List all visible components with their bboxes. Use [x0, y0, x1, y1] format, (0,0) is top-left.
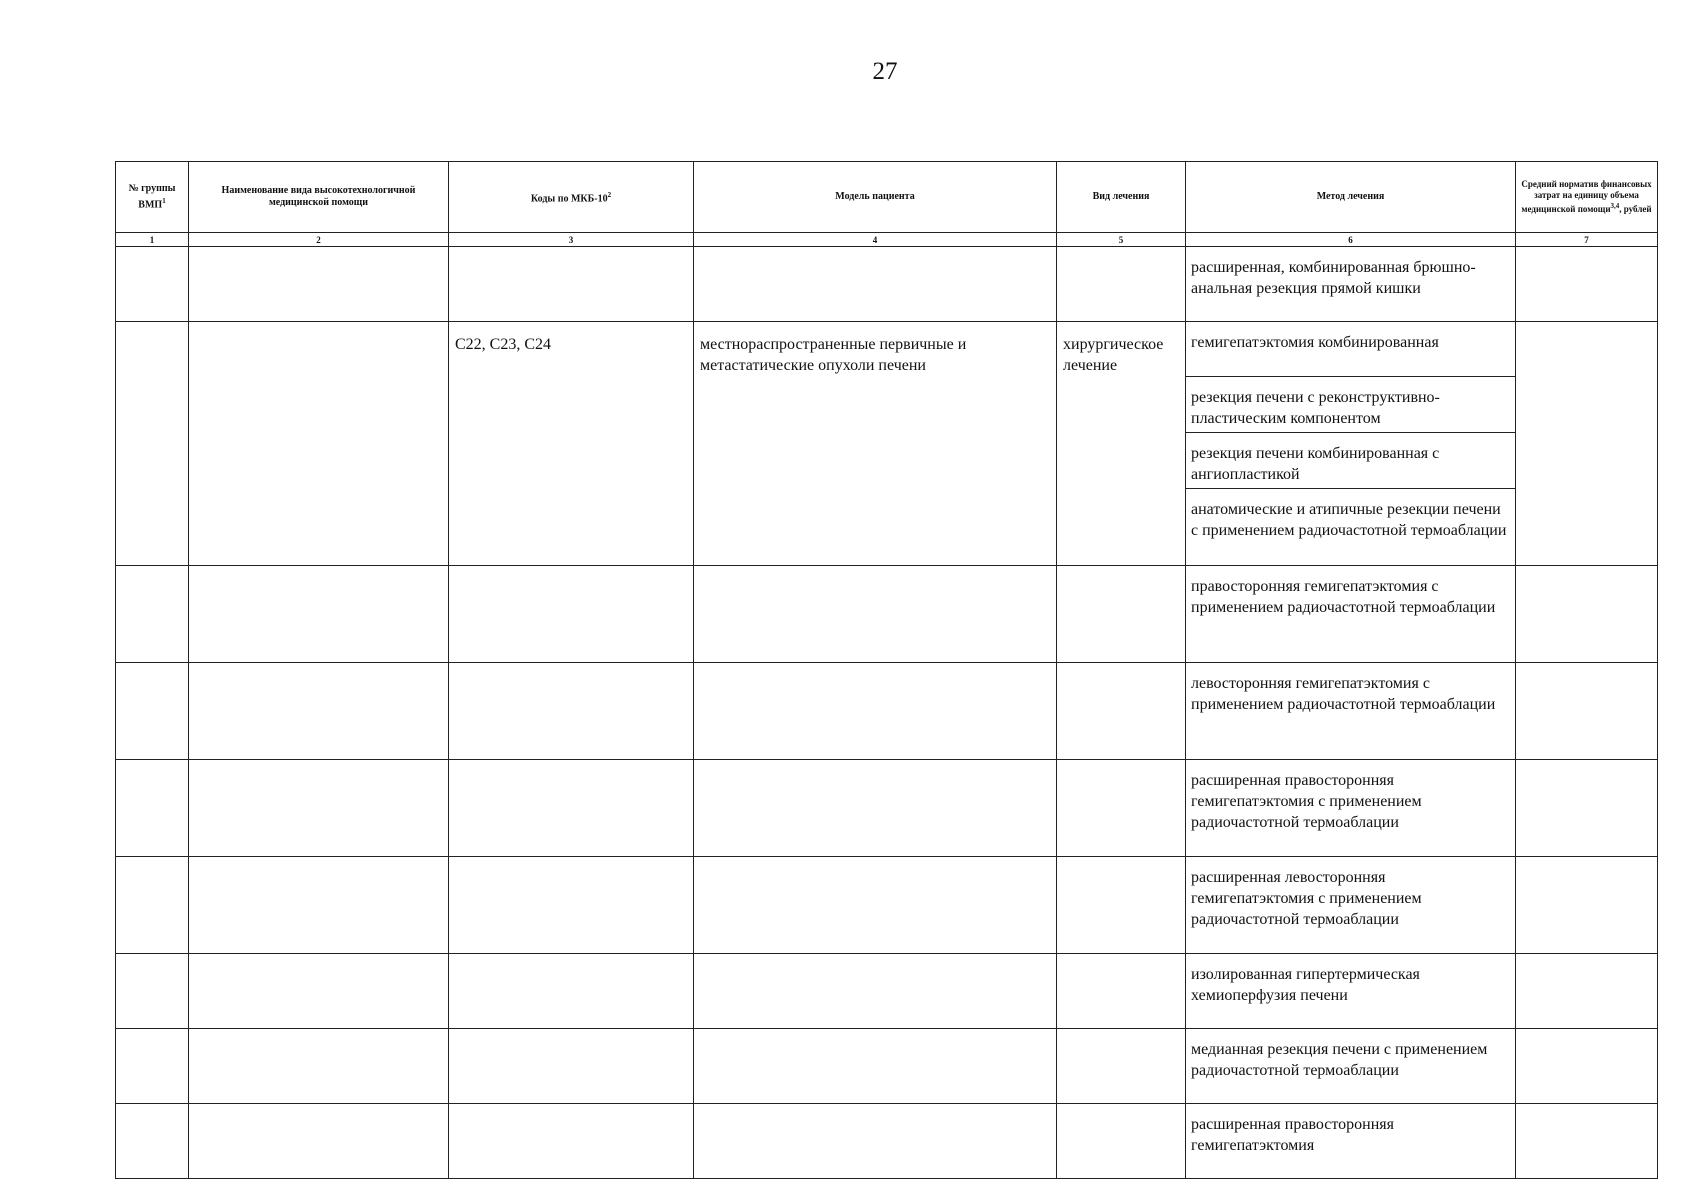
table-row — [116, 247, 1658, 322]
treatment-method-cell: расширенная левосторонняя гемигепатэктомия с применением радиочастотной термоаблации — [1186, 857, 1516, 954]
treatment-method-cell: анатомические и атипичные резекции печени с применением радиочастотной термоаблации — [1186, 489, 1516, 566]
average-cost-cell — [1516, 566, 1658, 663]
table-row — [116, 760, 1658, 857]
patient-model-cell — [694, 954, 1057, 1029]
icd-codes-cell — [449, 1029, 694, 1104]
care-type-cell — [189, 1104, 449, 1179]
average-cost-cell — [1516, 663, 1658, 760]
header-average-cost: Средний норматив финансовых затрат на единицу объема медицинской помощи$^{3,4}$, рублей — [1516, 162, 1658, 233]
group-number-cell — [116, 322, 189, 566]
group-number-cell — [116, 566, 189, 663]
table-row — [116, 566, 1658, 663]
patient-model-cell — [694, 857, 1057, 954]
table-row — [116, 1104, 1658, 1179]
icd-codes-cell: C22, C23, C24 — [449, 322, 694, 566]
treatment-method-cell: резекция печени с реконструктивно-пластическим компонентом — [1186, 377, 1516, 433]
column-number: 6 — [1186, 233, 1516, 247]
header-group-number: № группы ВМП$^1$ — [116, 162, 189, 233]
patient-model-cell — [694, 1104, 1057, 1179]
treatment-type-cell — [1057, 247, 1186, 322]
average-cost-cell — [1516, 1104, 1658, 1179]
icd-codes-cell — [449, 566, 694, 663]
treatment-method-cell: расширенная, комбинированная брюшно-анальная резекция прямой кишки — [1186, 247, 1516, 322]
treatment-type-cell — [1057, 1029, 1186, 1104]
care-type-cell — [189, 322, 449, 566]
table-row — [116, 322, 1658, 377]
icd-codes-cell — [449, 954, 694, 1029]
group-number-cell — [116, 1104, 189, 1179]
patient-model-cell — [694, 760, 1057, 857]
treatment-method-cell: расширенная правосторонняя гемигепатэктомия с применением радиочастотной термоаблации — [1186, 760, 1516, 857]
column-number: 1 — [116, 233, 189, 247]
average-cost-cell — [1516, 322, 1658, 566]
treatment-type-cell — [1057, 1104, 1186, 1179]
treatment-type-cell: хирургическое лечение — [1057, 322, 1186, 566]
patient-model-cell — [694, 247, 1057, 322]
table-row — [116, 1029, 1658, 1104]
treatment-type-cell — [1057, 760, 1186, 857]
group-number-cell — [116, 760, 189, 857]
header-treatment-type: Вид лечения — [1057, 162, 1186, 233]
header-patient-model: Модель пациента — [694, 162, 1057, 233]
group-number-cell — [116, 954, 189, 1029]
care-type-cell — [189, 663, 449, 760]
table-row — [116, 954, 1658, 1029]
group-number-cell — [116, 857, 189, 954]
column-number: 4 — [694, 233, 1057, 247]
icd-codes-cell — [449, 760, 694, 857]
care-type-cell — [189, 857, 449, 954]
group-number-cell — [116, 247, 189, 322]
average-cost-cell — [1516, 247, 1658, 322]
icd-codes-cell — [449, 247, 694, 322]
table-row — [116, 857, 1658, 954]
icd-codes-cell — [449, 857, 694, 954]
patient-model-cell — [694, 1029, 1057, 1104]
icd-codes-cell — [449, 1104, 694, 1179]
group-number-cell — [116, 1029, 189, 1104]
care-type-cell — [189, 566, 449, 663]
treatment-type-cell — [1057, 566, 1186, 663]
treatment-method-cell: левосторонняя гемигепатэктомия с применением радиочастотной термоаблации — [1186, 663, 1516, 760]
patient-model-cell: местнораспространенные первичные и метастатические опухоли печени — [694, 322, 1057, 566]
treatment-method-cell: гемигепатэктомия комбинированная — [1186, 322, 1516, 377]
treatment-method-cell: медианная резекция печени с применением радиочастотной термоаблации — [1186, 1029, 1516, 1104]
care-type-cell — [189, 954, 449, 1029]
header-icd-codes: Коды по МКБ-$10^2$ — [449, 162, 694, 233]
group-number-cell — [116, 663, 189, 760]
treatment-type-cell — [1057, 954, 1186, 1029]
average-cost-cell — [1516, 954, 1658, 1029]
header-treatment-method: Метод лечения — [1186, 162, 1516, 233]
patient-model-cell — [694, 663, 1057, 760]
column-number: 7 — [1516, 233, 1658, 247]
table-row — [116, 663, 1658, 760]
treatment-method-cell: резекция печени комбинированная с ангиопластикой — [1186, 433, 1516, 489]
header-care-type-name: Наименование вида высокотехнологичной медицинской помощи — [189, 162, 449, 233]
treatment-type-cell — [1057, 663, 1186, 760]
average-cost-cell — [1516, 1029, 1658, 1104]
page-number: 27 — [872, 58, 898, 85]
patient-model-cell — [694, 566, 1057, 663]
column-number: 2 — [189, 233, 449, 247]
treatment-method-cell: изолированная гипертермическая хемиоперфузия печени — [1186, 954, 1516, 1029]
care-type-cell — [189, 1029, 449, 1104]
care-type-cell — [189, 247, 449, 322]
average-cost-cell — [1516, 760, 1658, 857]
care-type-cell — [189, 760, 449, 857]
column-number: 5 — [1057, 233, 1186, 247]
treatment-type-cell — [1057, 857, 1186, 954]
header-row — [116, 162, 1658, 233]
column-number: 3 — [449, 233, 694, 247]
column-number-row — [116, 233, 1658, 247]
treatment-method-cell: расширенная правосторонняя гемигепатэктомия — [1186, 1104, 1516, 1179]
average-cost-cell — [1516, 857, 1658, 954]
treatment-method-cell: правосторонняя гемигепатэктомия с применением радиочастотной термоаблации — [1186, 566, 1516, 663]
icd-codes-cell — [449, 663, 694, 760]
vmp-table — [115, 161, 1658, 1179]
